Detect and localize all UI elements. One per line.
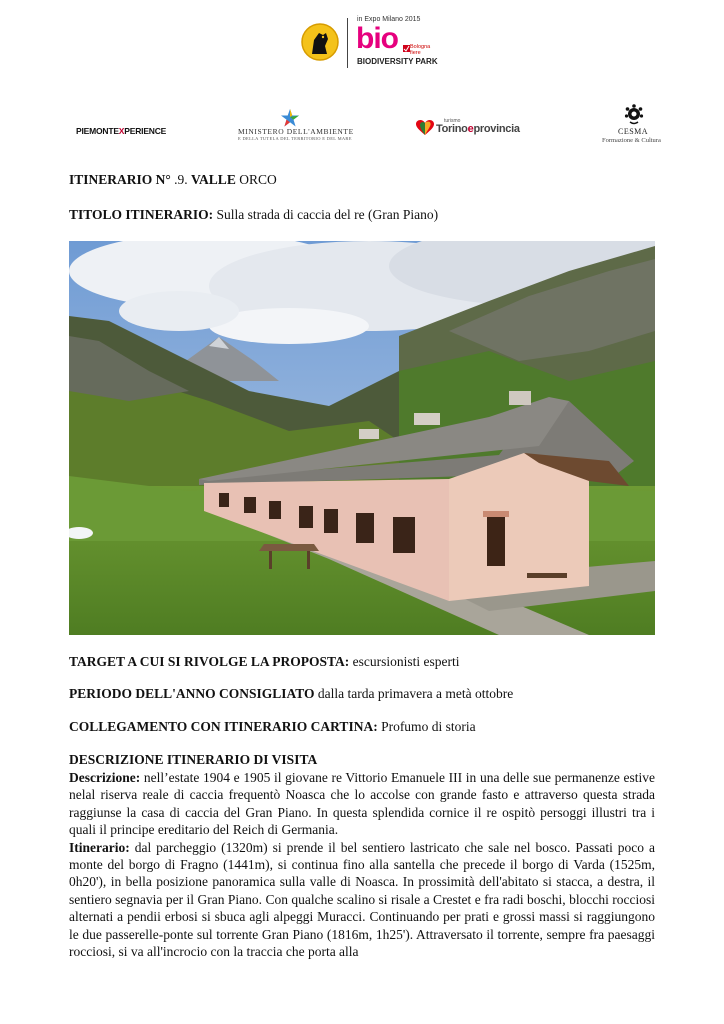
ministero-subtitle: E DELLA TUTELA DEL TERRITORIO E DEL MARE: [238, 136, 352, 141]
biodiversity-park-label: BIODIVERSITY PARK: [357, 57, 438, 66]
period-line: [69, 686, 513, 702]
description-paragraph: [69, 769, 655, 839]
bologna-fiere-icon: [403, 45, 410, 52]
torino-turismo-label: turismo: [444, 118, 461, 124]
header-separator: [347, 18, 348, 68]
valley-value: ORCO: [239, 172, 277, 187]
valley-label: VALLE: [191, 172, 236, 187]
ministero-star-icon: [280, 108, 300, 128]
mountain-hut-photo: [69, 241, 655, 635]
period-value: dalla tarda primavera a metà ottobre: [317, 686, 514, 701]
target-line: [69, 654, 460, 670]
map-link-label: COLLEGAMENTO CON ITINERARIO CARTINA:: [69, 719, 378, 734]
itinerary-number-line: [69, 172, 277, 188]
piemonte-experience-logo: PIEMONTEXPERIENCE: [76, 126, 167, 136]
itinerary-title-line: [69, 207, 438, 223]
ministero-name: MINISTERO DELL'AMBIENTE: [238, 127, 354, 136]
itinerary-number-value: .9.: [174, 172, 188, 187]
itinerary-number-label: ITINERARIO N°: [69, 172, 171, 187]
target-label: TARGET A CUI SI RIVOLGE LA PROPOSTA:: [69, 654, 350, 669]
itinerary-title-value: Sulla strada di caccia del re (Gran Piano): [216, 207, 439, 222]
description-text: nell’estate 1904 e 1905 il giovane re Vittorio Emanuele III in una delle sue permanenze estive nelal riserva reale di caccia frequentò Noasca che lo accolse con grande fasto e attraverso questa strada raggiunse la casa di caccia del Gran Piano. In questa splendida cornice il re ospitò persoggi illustri tra i quali il principe ereditario del Reich di Germania.: [69, 770, 656, 838]
torino-heart-icon: [416, 120, 434, 136]
description-heading: [69, 752, 317, 768]
bio-logo-word: bio: [356, 22, 398, 55]
period-label: PERIODO DELL'ANNO CONSIGLIATO: [69, 686, 315, 701]
cesma-emblem-icon: [624, 103, 644, 125]
description-label: Descrizione:: [69, 770, 141, 785]
itinerary-text: dal parcheggio (1320m) si prende il bel sentiero lastricato che sale nel bosco. Passati poco a monte del borgo di Fragno (1441m), si continua fino alla santella che precede il borgo di Varda (1525m, 0h20'), in bella posizione panoramica sulla valle di Noasca. In prossimità dell'abitato si stacca, a destra, il sentiero segnavia per il Gran Piano. Con qualche scalino si risale a Crestet e fra radi boschi, blocchi rocciosi alternati a pendii erbosi si sbuca agli alpeggi Muracci. Continuando per prati e grossi massi si raggiungono le due passerelle-ponte sul torrente Gran Piano (1816m, 1h25'). Attraversato il torrente, sempre fra paesaggi rocciosi, si va all'incrocio con la traccia che porta alla: [69, 839, 656, 960]
itinerary-label: Itinerario:: [69, 839, 130, 855]
bologna-fiere-label: Bologna fiere: [410, 44, 431, 56]
map-link-line: [69, 719, 476, 735]
cesma-subtitle: Formazione & Cultura: [602, 137, 661, 144]
expo-parco-badge-icon: [300, 22, 340, 62]
itinerary-paragraph: [69, 839, 655, 961]
expo-label: in Expo Milano 2015: [357, 16, 421, 23]
target-value: escursionisti esperti: [352, 654, 460, 669]
description-heading-text: DESCRIZIONE ITINERARIO DI VISITA: [69, 752, 318, 767]
itinerary-title-label: TITOLO ITINERARIO:: [69, 207, 214, 222]
cesma-name: CESMA: [618, 127, 649, 136]
torino-provincia-logo: Torinoeprovincia: [436, 123, 520, 135]
description-body: [69, 769, 655, 960]
map-link-value: Profumo di storia: [381, 719, 476, 734]
